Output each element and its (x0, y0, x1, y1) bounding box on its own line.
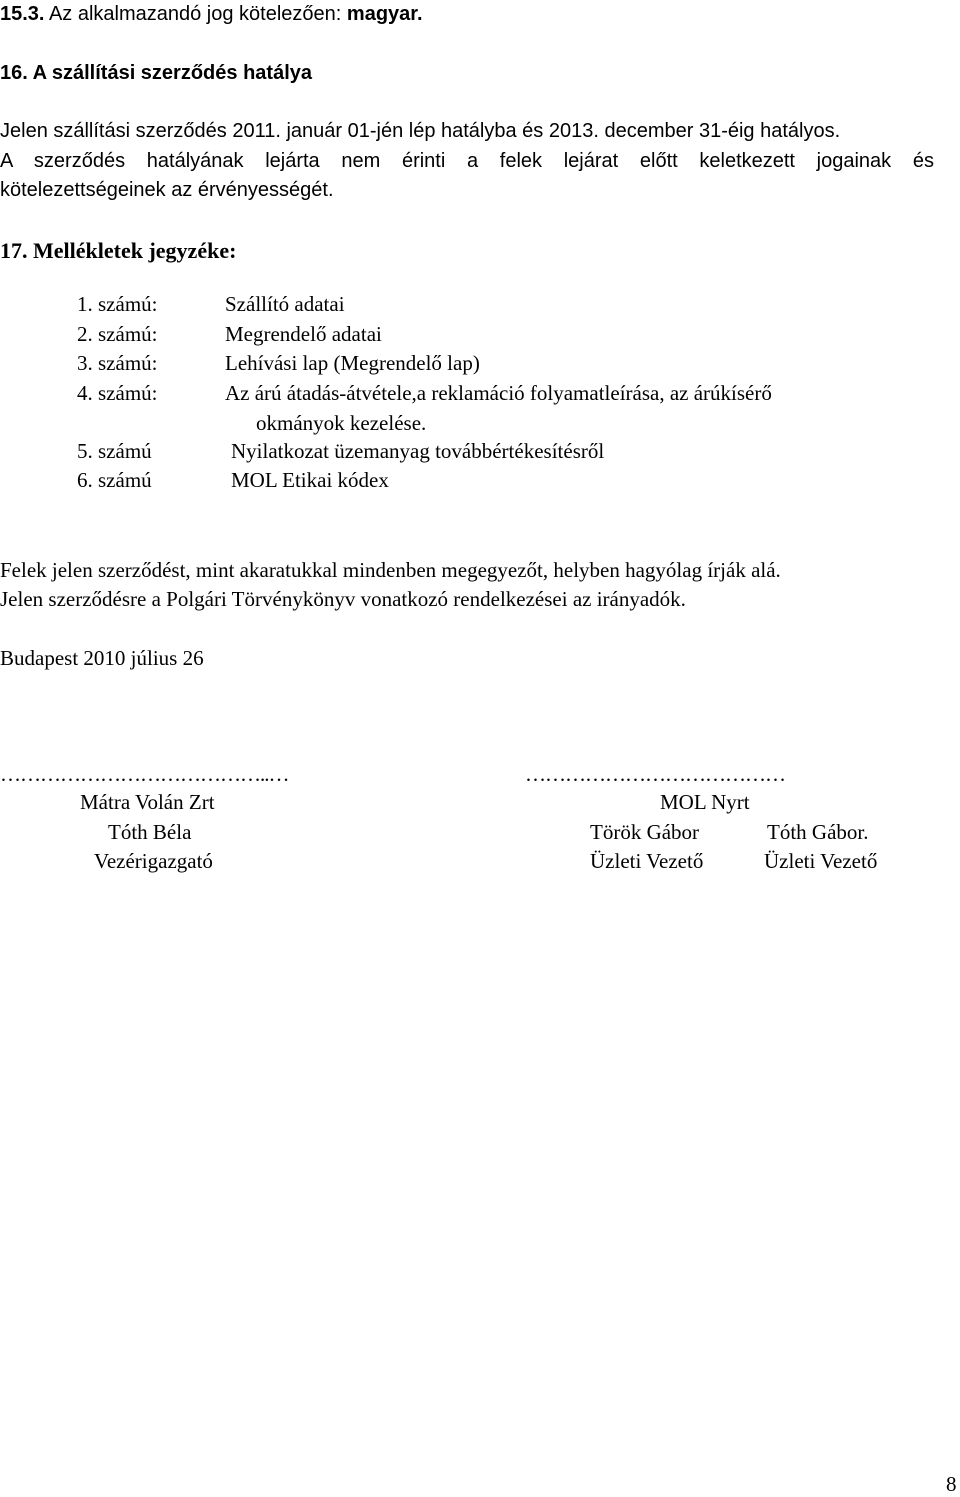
annex-number: 4. számú: (77, 381, 158, 405)
signature-line-right: ………………………………… (525, 762, 785, 786)
signer-name-right-1: Török Gábor (590, 820, 700, 844)
signer-title-right-1: Üzleti Vezető (590, 849, 704, 873)
section-16-line-1: Jelen szállítási szerződés 2011. január 01-jén lép hatályba és 2013. december 31-éig hatályos. (0, 120, 841, 142)
section-15-3-number: 15.3. (0, 3, 45, 25)
place-date: Budapest 2010 július 26 (0, 646, 204, 670)
annex-number: 6. számú (77, 468, 152, 492)
annex-number: 3. számú: (77, 351, 158, 375)
annex-title: Szállító adatai (225, 292, 345, 316)
section-15-3-text: Az alkalmazandó jog kötelezően: (44, 3, 347, 25)
signer-name-left: Tóth Béla (108, 820, 192, 844)
signer-title-right-2: Üzleti Vezető (764, 849, 878, 873)
annex-title: Nyilatkozat üzemanyag továbbértékesítésről (231, 439, 605, 463)
closing-line-2: Jelen szerződésre a Polgári Törvénykönyv vonatkozó rendelkezései az irányadók. (0, 587, 686, 611)
section-16-line-2: A szerződés hatályának lejárta nem érinti a felek lejárat előtt keletkezett jogainak és (0, 150, 934, 172)
annex-title-continued: okmányok kezelése. (256, 411, 427, 435)
annex-number: 1. számú: (77, 292, 158, 316)
annex-title: Az árú átadás-átvétele,a reklamáció folyamatleírása, az árúkísérő (225, 381, 772, 405)
annex-number: 5. számú (77, 439, 152, 463)
signature-line-left: …………………………………..… (0, 762, 289, 786)
section-15-3 (0, 4, 423, 24)
section-16-line-3: kötelezettségeinek az érvényességét. (0, 179, 334, 201)
section-15-3-value: magyar. (346, 3, 423, 25)
annex-title: MOL Etikai kódex (231, 468, 389, 492)
signer-title-left: Vezérigazgató (94, 849, 213, 873)
section-17-heading: 17. Mellékletek jegyzéke: (0, 238, 237, 263)
annex-number: 2. számú: (77, 322, 158, 346)
signer-company-right: MOL Nyrt (660, 790, 750, 814)
annex-title: Megrendelő adatai (225, 322, 382, 346)
page-number: 8 (946, 1472, 957, 1496)
signer-name-right-2: Tóth Gábor. (767, 820, 869, 844)
closing-line-1: Felek jelen szerződést, mint akaratukkal mindenben megegyezőt, helyben hagyólag írják alá. (0, 558, 781, 582)
signer-company-left: Mátra Volán Zrt (80, 790, 215, 814)
section-16-heading: 16. A szállítási szerződés hatálya (0, 62, 313, 84)
annex-title: Lehívási lap (Megrendelő lap) (225, 351, 480, 375)
